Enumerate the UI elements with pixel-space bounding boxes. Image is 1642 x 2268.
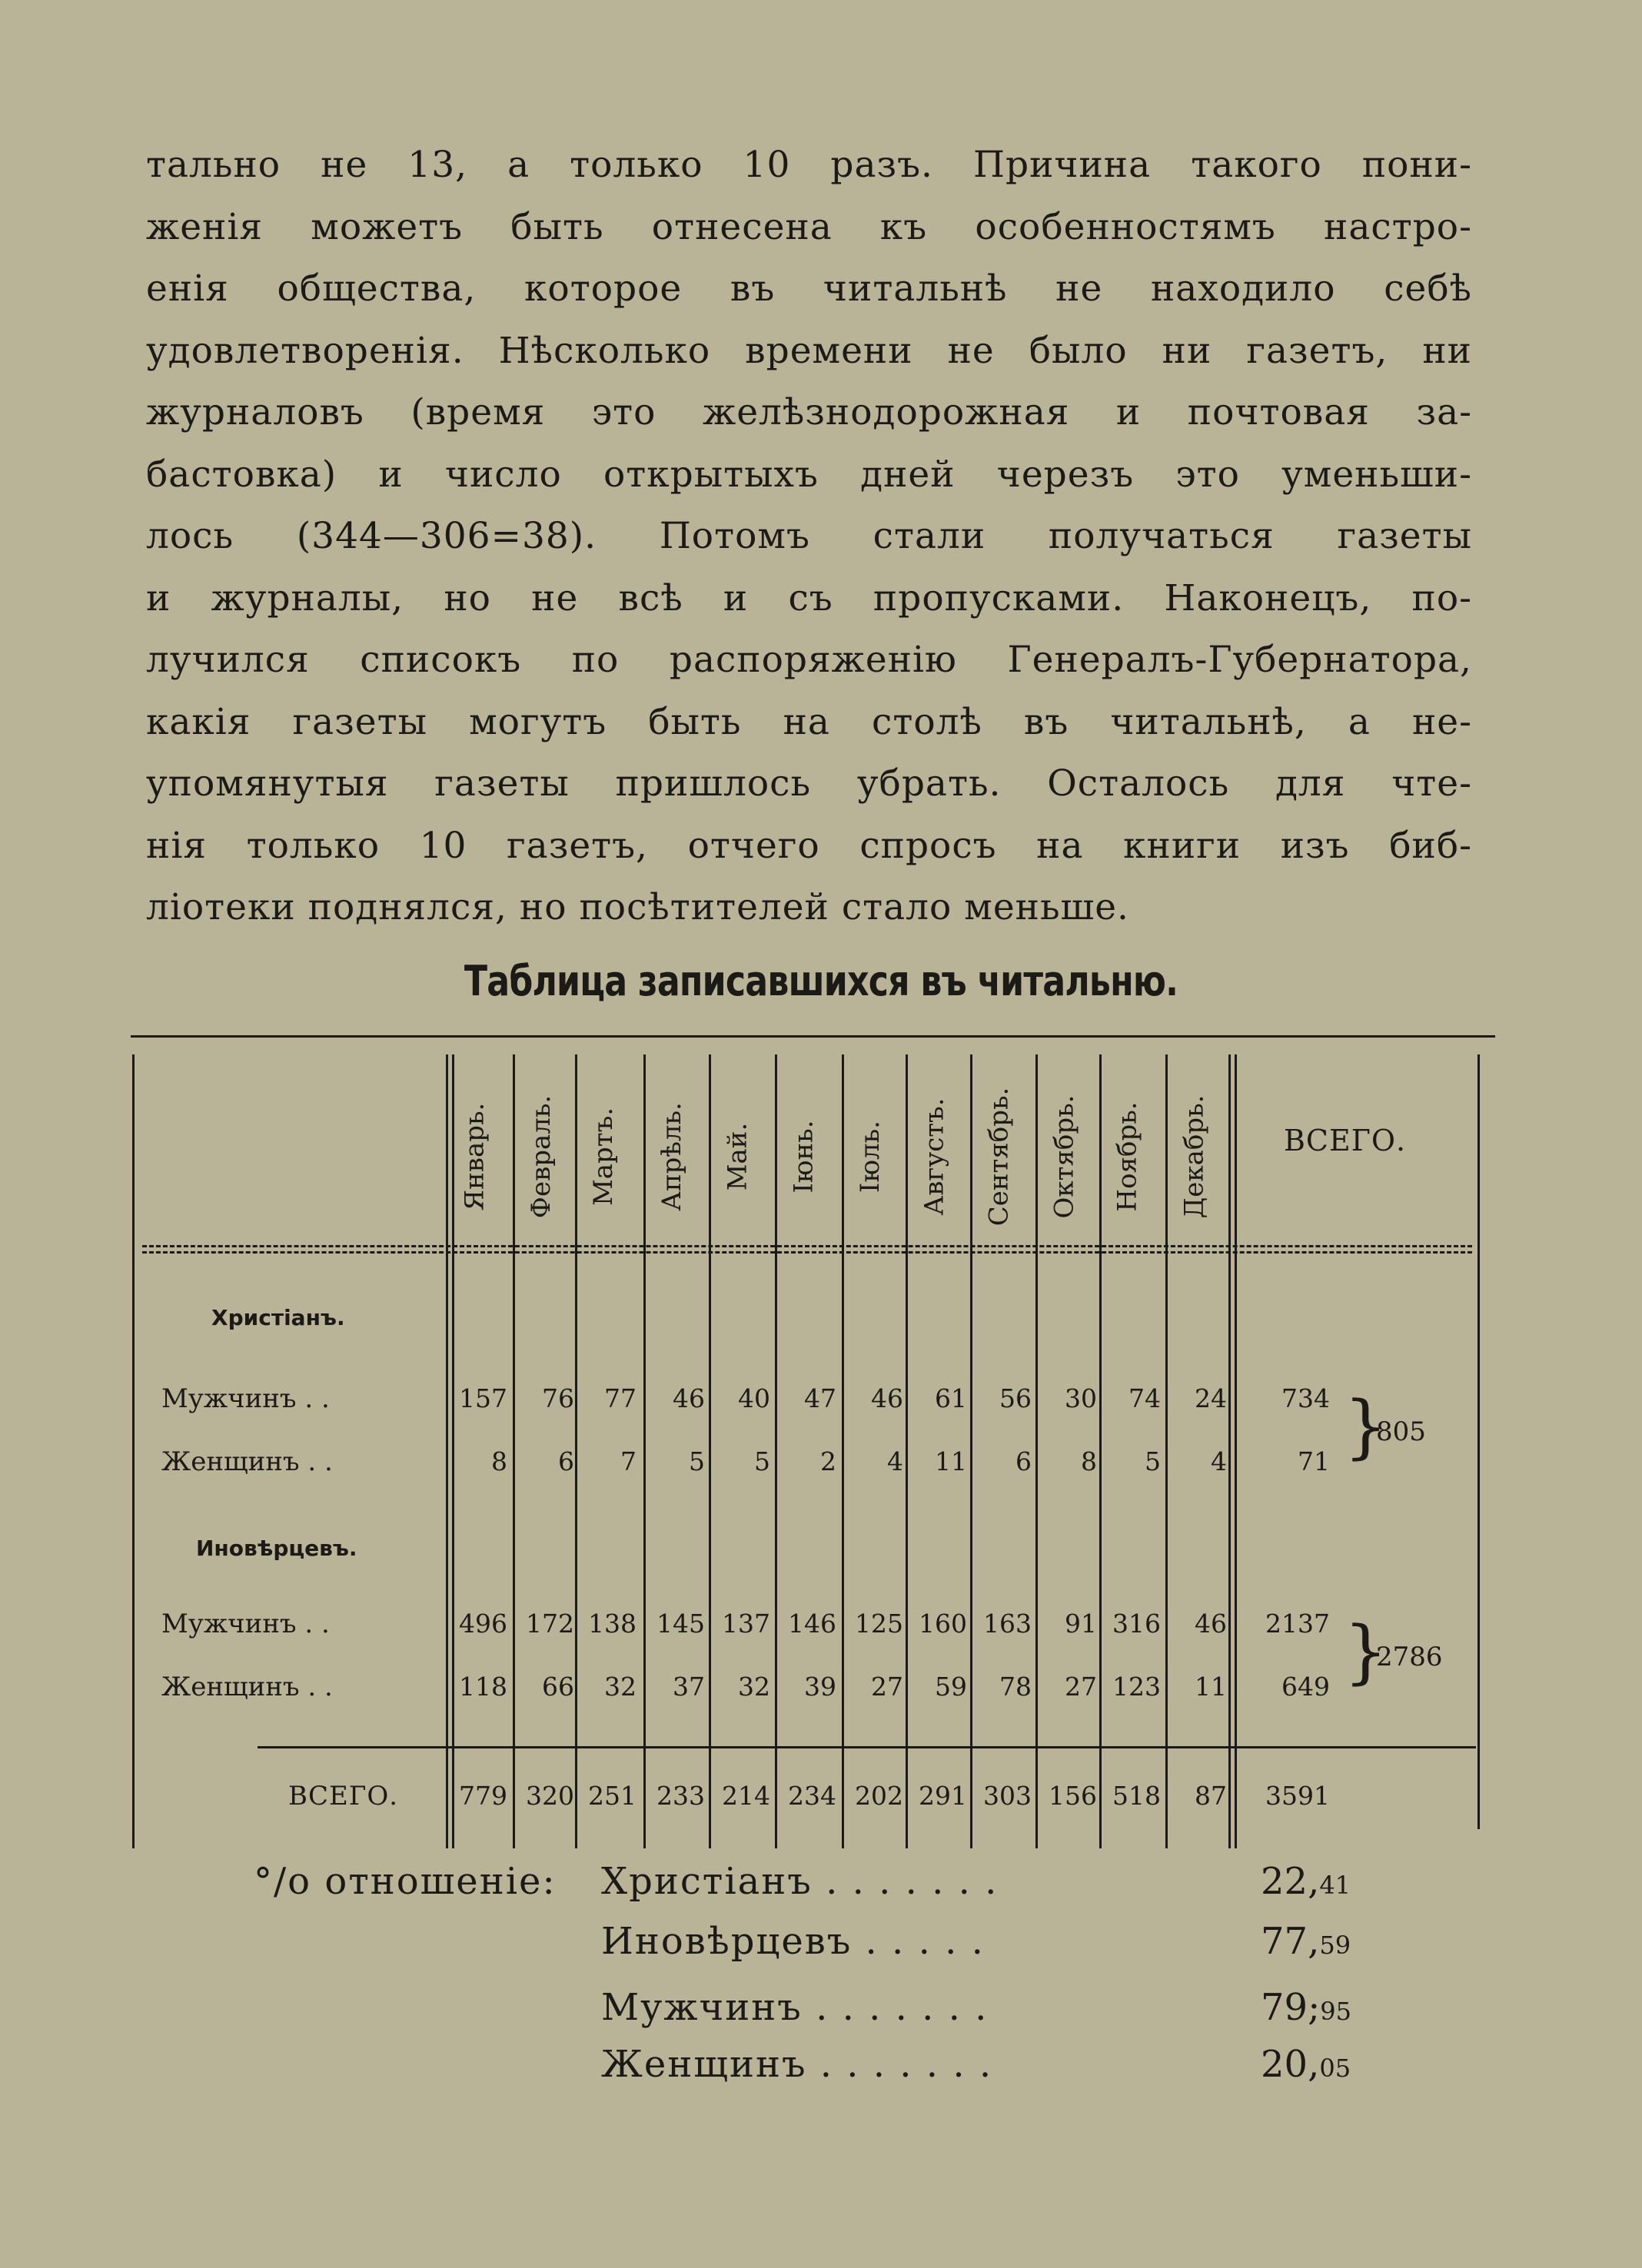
month-header xyxy=(1045,1072,1083,1241)
paragraph-line: нія только 10 газетъ, отчего спросъ на книги изъ биб- xyxy=(146,824,1472,867)
table-left-border xyxy=(132,1054,135,1848)
table-cell: 24 xyxy=(1195,1383,1227,1413)
table-cell: 11 xyxy=(935,1446,967,1476)
table-cell: 32 xyxy=(604,1672,637,1702)
table-cell: 2 xyxy=(820,1446,836,1476)
table-cell: 5 xyxy=(1145,1446,1161,1476)
percent-value-others: 77,59 xyxy=(1261,1920,1351,1963)
table-cell: 78 xyxy=(999,1672,1032,1702)
month-label: Январь. xyxy=(459,1102,490,1211)
month-header xyxy=(915,1072,953,1241)
totals-cell: 320 xyxy=(526,1781,574,1811)
totals-cell: 234 xyxy=(788,1781,836,1811)
header-separator xyxy=(142,1251,1472,1254)
table-cell: 125 xyxy=(855,1609,903,1639)
percent-value-men: 79;95 xyxy=(1261,1986,1351,2029)
totals-separator xyxy=(258,1746,1476,1748)
column-divider-double xyxy=(1235,1054,1237,1848)
paragraph-line: тально не 13, а только 10 разъ. Причина такого пони- xyxy=(146,144,1472,186)
table-cell: 32 xyxy=(738,1672,770,1702)
table-cell: 172 xyxy=(526,1609,574,1639)
table-cell: 39 xyxy=(804,1672,836,1702)
paragraph-line: женія можетъ быть отнесена къ особенностямъ настро- xyxy=(146,205,1472,248)
table-cell: 74 xyxy=(1128,1383,1161,1413)
row-total: 71 xyxy=(1298,1446,1330,1476)
table-cell: 163 xyxy=(983,1609,1032,1639)
paragraph-line: и журналы, но не всѣ и съ пропусками. Наконецъ, по- xyxy=(146,576,1472,619)
paragraph-line: лось (344—306=38). Потомъ стали получаться газеты xyxy=(146,515,1472,557)
percent-label-others: Иновѣрцевъ . . . . . xyxy=(601,1920,985,1963)
month-label: Апрѣль. xyxy=(656,1102,688,1211)
table-cell: 8 xyxy=(1081,1446,1097,1476)
table-cell: 146 xyxy=(788,1609,836,1639)
table-cell: 145 xyxy=(656,1609,705,1639)
table-cell: 8 xyxy=(491,1446,507,1476)
totals-cell: 202 xyxy=(855,1781,903,1811)
table-cell: 138 xyxy=(588,1609,637,1639)
table-title: Таблица записавшихся въ читальню. xyxy=(464,957,1178,1005)
total-column-header: ВСЕГО. xyxy=(1284,1124,1407,1157)
table-cell: 123 xyxy=(1112,1672,1161,1702)
table-cell: 27 xyxy=(871,1672,903,1702)
month-header xyxy=(455,1072,494,1241)
totals-cell: 291 xyxy=(919,1781,967,1811)
month-header xyxy=(784,1072,823,1241)
table-cell: 46 xyxy=(1195,1609,1227,1639)
group-label-christians: Христіанъ. xyxy=(211,1305,345,1330)
table-cell: 5 xyxy=(689,1446,705,1476)
paragraph-line: бастовка) и число открытыхъ дней черезъ это уменьши- xyxy=(146,453,1472,496)
table-cell: 40 xyxy=(738,1383,770,1413)
month-header xyxy=(851,1072,889,1241)
row-total: 734 xyxy=(1281,1383,1330,1413)
totals-row-label: ВСЕГО. xyxy=(288,1781,399,1811)
table-cell: 5 xyxy=(754,1446,770,1476)
header-separator xyxy=(142,1245,1472,1247)
totals-cell: 156 xyxy=(1049,1781,1097,1811)
table-cell: 91 xyxy=(1065,1609,1097,1639)
month-label: Августъ. xyxy=(919,1097,949,1216)
table-cell: 7 xyxy=(620,1446,637,1476)
table-cell: 61 xyxy=(935,1383,967,1413)
month-label: Сентябрь. xyxy=(983,1087,1015,1227)
month-label: Мартъ. xyxy=(588,1107,620,1207)
table-cell: 11 xyxy=(1195,1672,1227,1702)
table-cell: 27 xyxy=(1065,1672,1097,1702)
column-divider xyxy=(1228,1054,1231,1848)
table-cell: 37 xyxy=(673,1672,705,1702)
table-cell: 46 xyxy=(673,1383,705,1413)
row-total: 2137 xyxy=(1265,1609,1330,1639)
row-total: 649 xyxy=(1281,1672,1330,1702)
paragraph-line: енія общества, которое въ читальнѣ не находило себѣ xyxy=(146,267,1472,310)
table-cell: 118 xyxy=(459,1672,507,1702)
paragraph-line: журналовъ (время это желѣзнодорожная и почтовая за- xyxy=(146,391,1472,433)
month-label: Іюнь. xyxy=(788,1120,819,1194)
table-right-border xyxy=(1477,1054,1480,1829)
table-cell: 4 xyxy=(1211,1446,1227,1476)
table-cell: 160 xyxy=(919,1609,967,1639)
table-cell: 46 xyxy=(871,1383,903,1413)
group-total: 805 xyxy=(1376,1416,1426,1447)
month-header xyxy=(1109,1072,1147,1241)
row-label-other-women: Женщинъ . . xyxy=(161,1672,333,1702)
table-cell: 157 xyxy=(459,1383,507,1413)
month-label: Май. xyxy=(722,1122,753,1191)
percent-label-men: Мужчинъ . . . . . . . xyxy=(601,1986,989,2029)
totals-cell: 518 xyxy=(1112,1781,1161,1811)
paragraph-line: лучился списокъ по распоряженію Генералъ-Губернатора, xyxy=(146,639,1472,681)
month-header xyxy=(653,1072,691,1241)
month-label: Ноябрь. xyxy=(1112,1101,1143,1212)
paragraph-line: какія газеты могутъ быть на столѣ въ читальнѣ, а не- xyxy=(146,700,1472,743)
group-label-others: Иновѣрцевъ. xyxy=(196,1536,357,1561)
table-cell: 6 xyxy=(1015,1446,1032,1476)
row-label-christian-men: Мужчинъ . . xyxy=(161,1383,330,1414)
group-brace: } xyxy=(1344,1612,1388,1692)
table-cell: 30 xyxy=(1065,1383,1097,1413)
month-header xyxy=(522,1072,560,1241)
percent-label-women: Женщинъ . . . . . . . xyxy=(601,2043,993,2086)
totals-cell: 214 xyxy=(722,1781,770,1811)
table-cell: 47 xyxy=(804,1383,836,1413)
body-paragraph xyxy=(146,134,1472,939)
percent-label-christians: Христіанъ . . . . . . . xyxy=(601,1860,999,1903)
percent-intro: °/о отношеніе: xyxy=(254,1860,557,1903)
group-total: 2786 xyxy=(1376,1642,1443,1672)
paragraph-line: упомянутыя газеты пришлось убрать. Осталось для чте- xyxy=(146,762,1472,805)
percent-value-women: 20,05 xyxy=(1261,2043,1351,2086)
month-label: Октябрь. xyxy=(1049,1094,1079,1219)
grand-total: 3591 xyxy=(1265,1781,1330,1811)
month-label: Февраль. xyxy=(526,1094,557,1219)
table-cell: 137 xyxy=(722,1609,770,1639)
totals-cell: 303 xyxy=(983,1781,1032,1811)
row-label-christian-women: Женщинъ . . xyxy=(161,1446,333,1477)
totals-cell: 251 xyxy=(588,1781,637,1811)
row-label-other-men: Мужчинъ . . xyxy=(161,1609,330,1639)
table-cell: 4 xyxy=(887,1446,903,1476)
paragraph-line: ліотеки поднялся, но посѣтителей стало меньше. xyxy=(146,886,1129,928)
totals-cell: 779 xyxy=(459,1781,507,1811)
table-cell: 59 xyxy=(935,1672,967,1702)
table-top-rule xyxy=(131,1035,1495,1038)
table-cell: 56 xyxy=(999,1383,1032,1413)
month-header xyxy=(584,1072,623,1241)
month-header xyxy=(1175,1072,1213,1241)
month-header xyxy=(979,1072,1018,1241)
group-brace: } xyxy=(1344,1386,1388,1467)
totals-cell: 233 xyxy=(656,1781,705,1811)
table-cell: 316 xyxy=(1112,1609,1161,1639)
table-cell: 77 xyxy=(604,1383,637,1413)
month-label: Іюль. xyxy=(855,1121,886,1193)
paragraph-line: удовлетворенія. Нѣсколько времени не было ни газетъ, ни xyxy=(146,329,1472,372)
totals-cell: 87 xyxy=(1195,1781,1227,1811)
month-header xyxy=(718,1072,756,1241)
table-cell: 66 xyxy=(542,1672,574,1702)
month-label: Декабрь. xyxy=(1178,1094,1209,1219)
percent-value-christians: 22,41 xyxy=(1261,1860,1351,1903)
table-cell: 76 xyxy=(542,1383,574,1413)
table-cell: 6 xyxy=(558,1446,574,1476)
table-cell: 496 xyxy=(459,1609,507,1639)
